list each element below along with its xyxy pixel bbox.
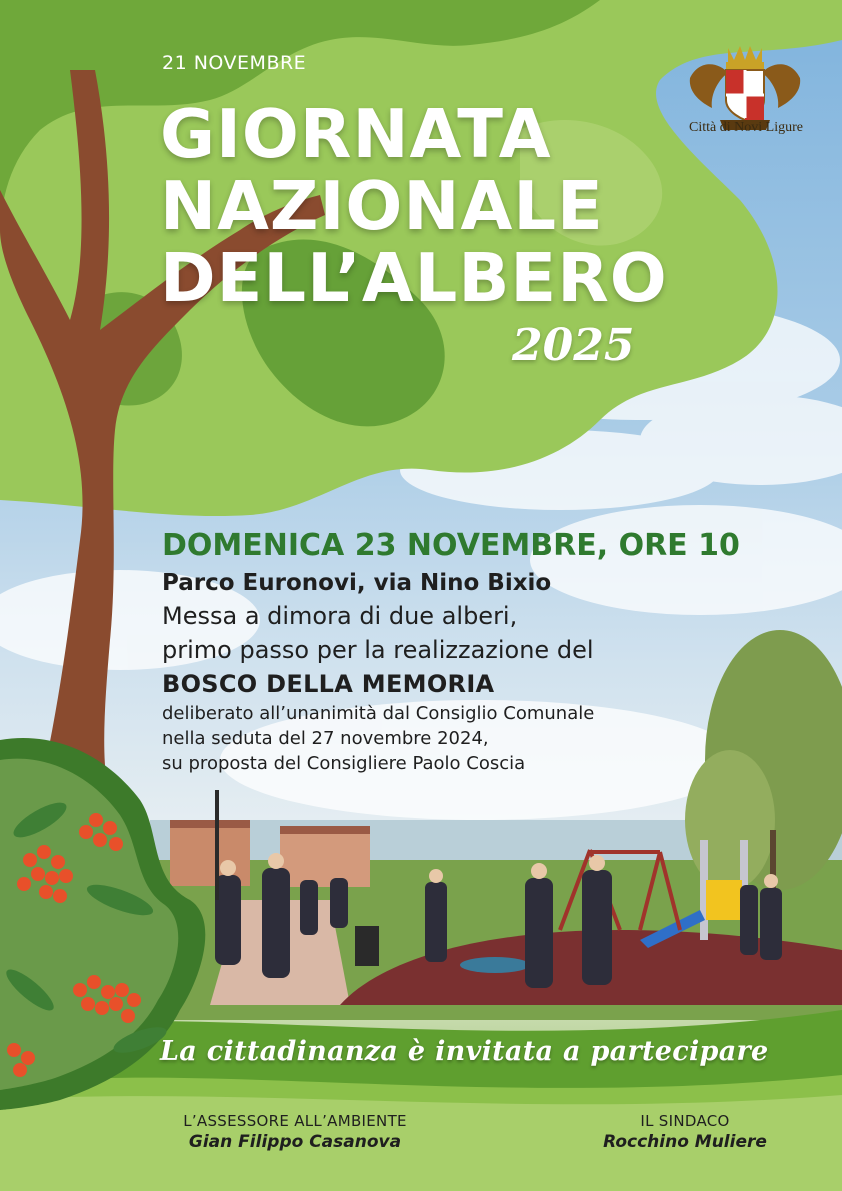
signature-name: Gian Filippo Casanova: [188, 1132, 402, 1152]
signature-role: L’ASSESSORE ALL’AMBIENTE: [183, 1112, 407, 1130]
event-details-2: nella seduta del 27 novembre 2024,: [162, 728, 489, 749]
signature-name: Rocchino Muliere: [603, 1132, 767, 1152]
title-line-1: GIORNATA: [160, 95, 552, 173]
event-place: Parco Euronovi, via Nino Bixio: [162, 570, 552, 596]
invitation-text: La cittadinanza è invitata a partecipare: [160, 1036, 769, 1067]
city-name: Città di Novi Ligure: [689, 120, 803, 135]
event-when: DOMENICA 23 NOVEMBRE, ORE 10: [162, 528, 740, 563]
title-line-2: NAZIONALE: [160, 167, 604, 245]
event-description-2: primo passo per la realizzazione del: [162, 636, 594, 664]
event-description-1: Messa a dimora di due alberi,: [162, 602, 518, 630]
signature-role: IL SINDACO: [640, 1112, 730, 1130]
poster-title: [160, 95, 668, 317]
title-year: 2025: [512, 320, 635, 371]
signature-sindaco: [560, 1112, 810, 1152]
title-line-3: DELL’ALBERO: [160, 239, 668, 317]
signature-assessore: [140, 1112, 450, 1152]
event-date-header: 21 NOVEMBRE: [162, 52, 307, 74]
project-name: BOSCO DELLA MEMORIA: [162, 670, 495, 698]
event-details-1: deliberato all’unanimità dal Consiglio Comunale: [162, 703, 595, 724]
event-details-3: su proposta del Consigliere Paolo Coscia: [162, 753, 526, 774]
event-details: [162, 528, 822, 776]
